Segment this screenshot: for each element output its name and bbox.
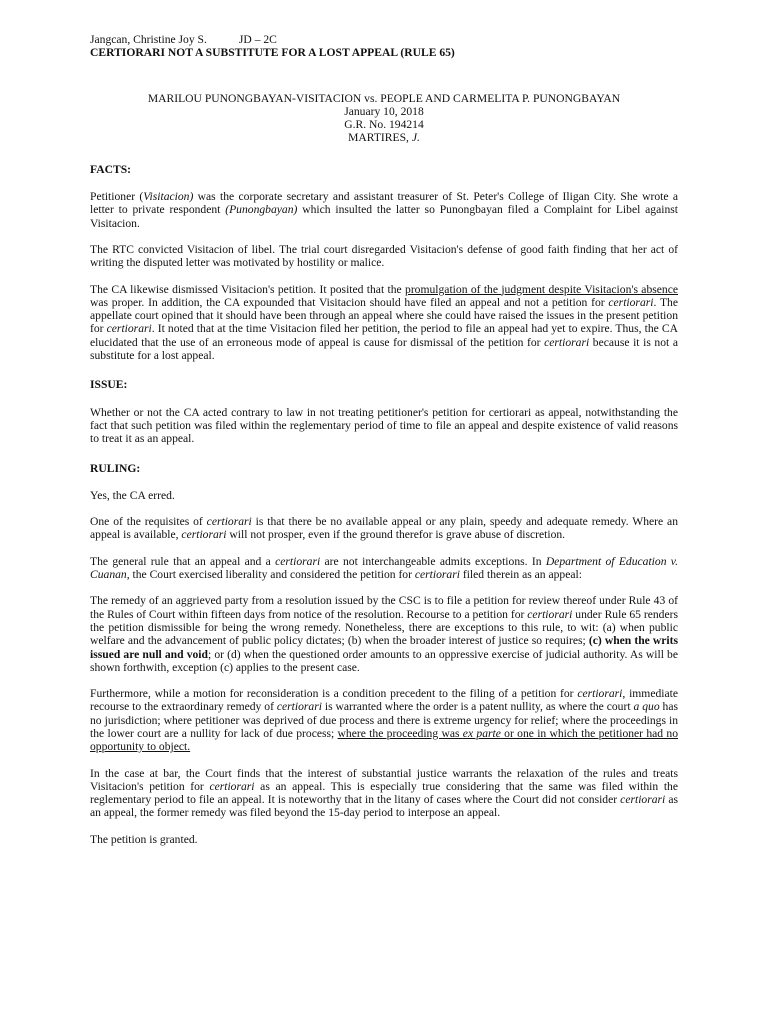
ruling-heading: RULING:	[90, 461, 141, 475]
ruling-conclusion: The petition is granted.	[90, 832, 198, 846]
ruling-paragraph-6: In the case at bar, the Court finds that the interest of substantial justice warrants the relaxation of the rules and treats Visitacion's petition for certiorari as an appeal. This is especially true considering that the same was filed within the reglementary period to file an appeal. It is noteworthy that in the litany of cases where the Court did not consider certiorari as an appeal, the former remedy was filed beyond the 15-day period to interpose an appeal.	[90, 766, 678, 820]
facts-paragraph-1: Petitioner (Visitacion) was the corporate secretary and assistant treasurer of St. Peter's College of Iligan City. She wrote a letter to private respondent (Punongbayan) which insulted the latter so Punongbayan filed a Complaint for Libel against Visitacion.	[90, 190, 678, 230]
case-gr-number: G.R. No. 194214	[344, 118, 424, 132]
case-ponente: MARTIRES, J.	[348, 131, 420, 145]
ruling-paragraph-4-quote: The remedy of an aggrieved party from a resolution issued by the CSC is to file a petition for review thereof under Rule 43 of the Rules of Court within fifteen days from notice of the resolution. Recourse to a petition for certiorari under Rule 65 renders the petition dismissible for being the wrong remedy. Nonetheless, there are exceptions to this rule, to wit: (a) when public welfare and the advancement of public policy dictates; (b) when the broader interest of justice so requires; (c) when the writs issued are null and void; or (d) when the questioned order amounts to an oppressive exercise of judicial authority. As will be shown forthwith, exception (c) applies to the present case.	[90, 594, 679, 674]
facts-paragraph-3: The CA likewise dismissed Visitacion's petition. It posited that the promulgation of the judgment despite Visitacion's absence was proper. In addition, the CA expounded that Visitacion should have filed an appeal and not a petition for certiorari. The appellate court opined that it should have been through an appeal where she could have raised the issues in the present petition for certiorari. It noted that at the time Visitacion filed her petition, the period to file an appeal had yet to expire. Thus, the CA elucidated that the use of an erroneous mode of appeal is cause for dismissal of the petition for certiorari because it is not a substitute for a lost appeal.	[90, 282, 679, 363]
case-parties: MARILOU PUNONGBAYAN-VISITACION vs. PEOPLE AND CARMELITA P. PUNONGBAYAN	[147, 91, 621, 105]
case-caption	[90, 92, 678, 145]
case-date: January 10, 2018	[344, 104, 424, 118]
issue-heading: ISSUE:	[90, 378, 128, 392]
document-page	[90, 33, 678, 846]
ruling-paragraph-5: Furthermore, while a motion for reconsideration is a condition precedent to the filing of a petition for certiorari, immediate recourse to the extraordinary remedy of certiorari is warranted where the order is a patent nullity, as where the court a quo has no jurisdiction; where petitioner was deprived of due process and there is extreme urgency for relief; where the proceedings in the lower court are a nullity for lack of due process; where the proceeding was ex parte or one in which the petitioner had no opportunity to object.	[90, 687, 679, 754]
author-name: Jangcan, Christine Joy S.	[90, 33, 207, 46]
author-line	[90, 33, 678, 46]
document-title: CERTIORARI NOT A SUBSTITUTE FOR A LOST APPEAL (RULE 65)	[90, 46, 455, 60]
class-section: JD – 2C	[238, 33, 277, 46]
facts-heading: FACTS:	[90, 162, 132, 176]
ruling-paragraph-3: The general rule that an appeal and a certiorari are not interchangeable admits exceptions. In Department of Education v. Cuanan, the Court exercised liberality and considered the petition for certiorari filed therein as an appeal:	[90, 554, 678, 582]
ruling-paragraph-1: Yes, the CA erred.	[90, 488, 175, 502]
facts-paragraph-2: The RTC convicted Visitacion of libel. The trial court disregarded Visitacion's defense of good faith finding that her act of writing the disputed letter was motivated by hostility or malice.	[90, 242, 678, 270]
issue-paragraph: Whether or not the CA acted contrary to law in not treating petitioner's petition for certiorari as appeal, notwithstanding the fact that such petition was filed within the reglementary period of time to file an appeal and despite existence of valid reasons to treat it as an appeal.	[90, 405, 678, 446]
ruling-paragraph-2: One of the requisites of certiorari is that there be no available appeal or any plain, speedy and adequate remedy. Where an appeal is available, certiorari will not prosper, even if the ground therefor is grave abuse of discretion.	[90, 515, 678, 542]
